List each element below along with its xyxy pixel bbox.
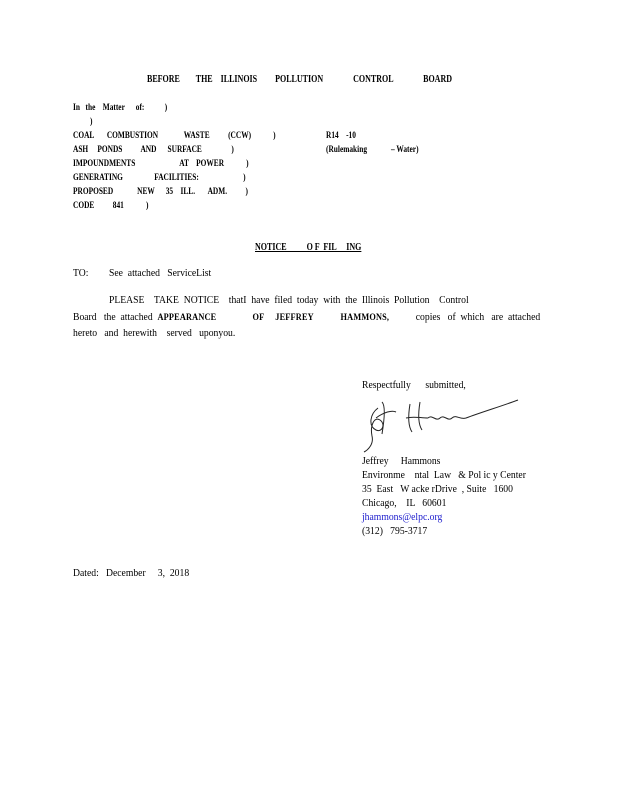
to-label: TO: xyxy=(73,268,89,279)
signer-org: Environme ntal Law & Pol ic y Center xyxy=(362,470,526,481)
appearance-label: APPEARANCE OF JEFFREY HAMMONS, xyxy=(157,312,390,322)
signer-name: Jeffrey Hammons xyxy=(362,456,441,467)
closing: Respectfully submitted, xyxy=(362,380,466,391)
signer-phone: (312) 795-3717 xyxy=(362,526,428,537)
rulemaking-label: (Rulemaking – Water) xyxy=(326,144,419,154)
caption-line: COAL COMBUSTION WASTE (CCW) ) xyxy=(73,130,276,140)
caption-line: IMPOUNDMENTS AT POWER ) xyxy=(73,158,249,168)
signer-address-1: 35 East W acke rDrive , Suite 1600 xyxy=(362,484,513,495)
caption-paren: ) xyxy=(90,116,93,126)
caption-line: GENERATING FACILITIES: ) xyxy=(73,172,246,182)
body-line-2-pre: Board the attached xyxy=(73,312,158,323)
caption-line: ASH PONDS AND SURFACE ) xyxy=(73,144,234,154)
body-line-2-post: copies of which are attached xyxy=(389,312,541,323)
body-line-2 xyxy=(73,312,540,323)
notice-title: NOTICE O F FIL ING xyxy=(255,242,362,253)
matter-line: In the Matter of: ) xyxy=(73,102,168,112)
caption-line: PROPOSED NEW 35 ILL. ADM. ) xyxy=(73,186,248,196)
board-title: BEFORE THE ILLINOIS POLLUTION CONTROL BOARD xyxy=(147,74,453,85)
signer-email-link[interactable]: jhammons@elpc.org xyxy=(362,512,443,523)
caption-line: CODE 841 ) xyxy=(73,200,149,210)
signature-image xyxy=(362,396,522,454)
body-line-1: PLEASE TAKE NOTICE thatI have filed today with the Illinois Pollution Control xyxy=(109,295,469,306)
to-text: See attached ServiceList xyxy=(109,268,212,279)
docket-number: R14 -10 xyxy=(326,130,356,140)
body-line-3: hereto and herewith served uponyou. xyxy=(73,328,236,339)
dated-line: Dated: December 3, 2018 xyxy=(73,568,190,579)
signer-address-2: Chicago, IL 60601 xyxy=(362,498,447,509)
